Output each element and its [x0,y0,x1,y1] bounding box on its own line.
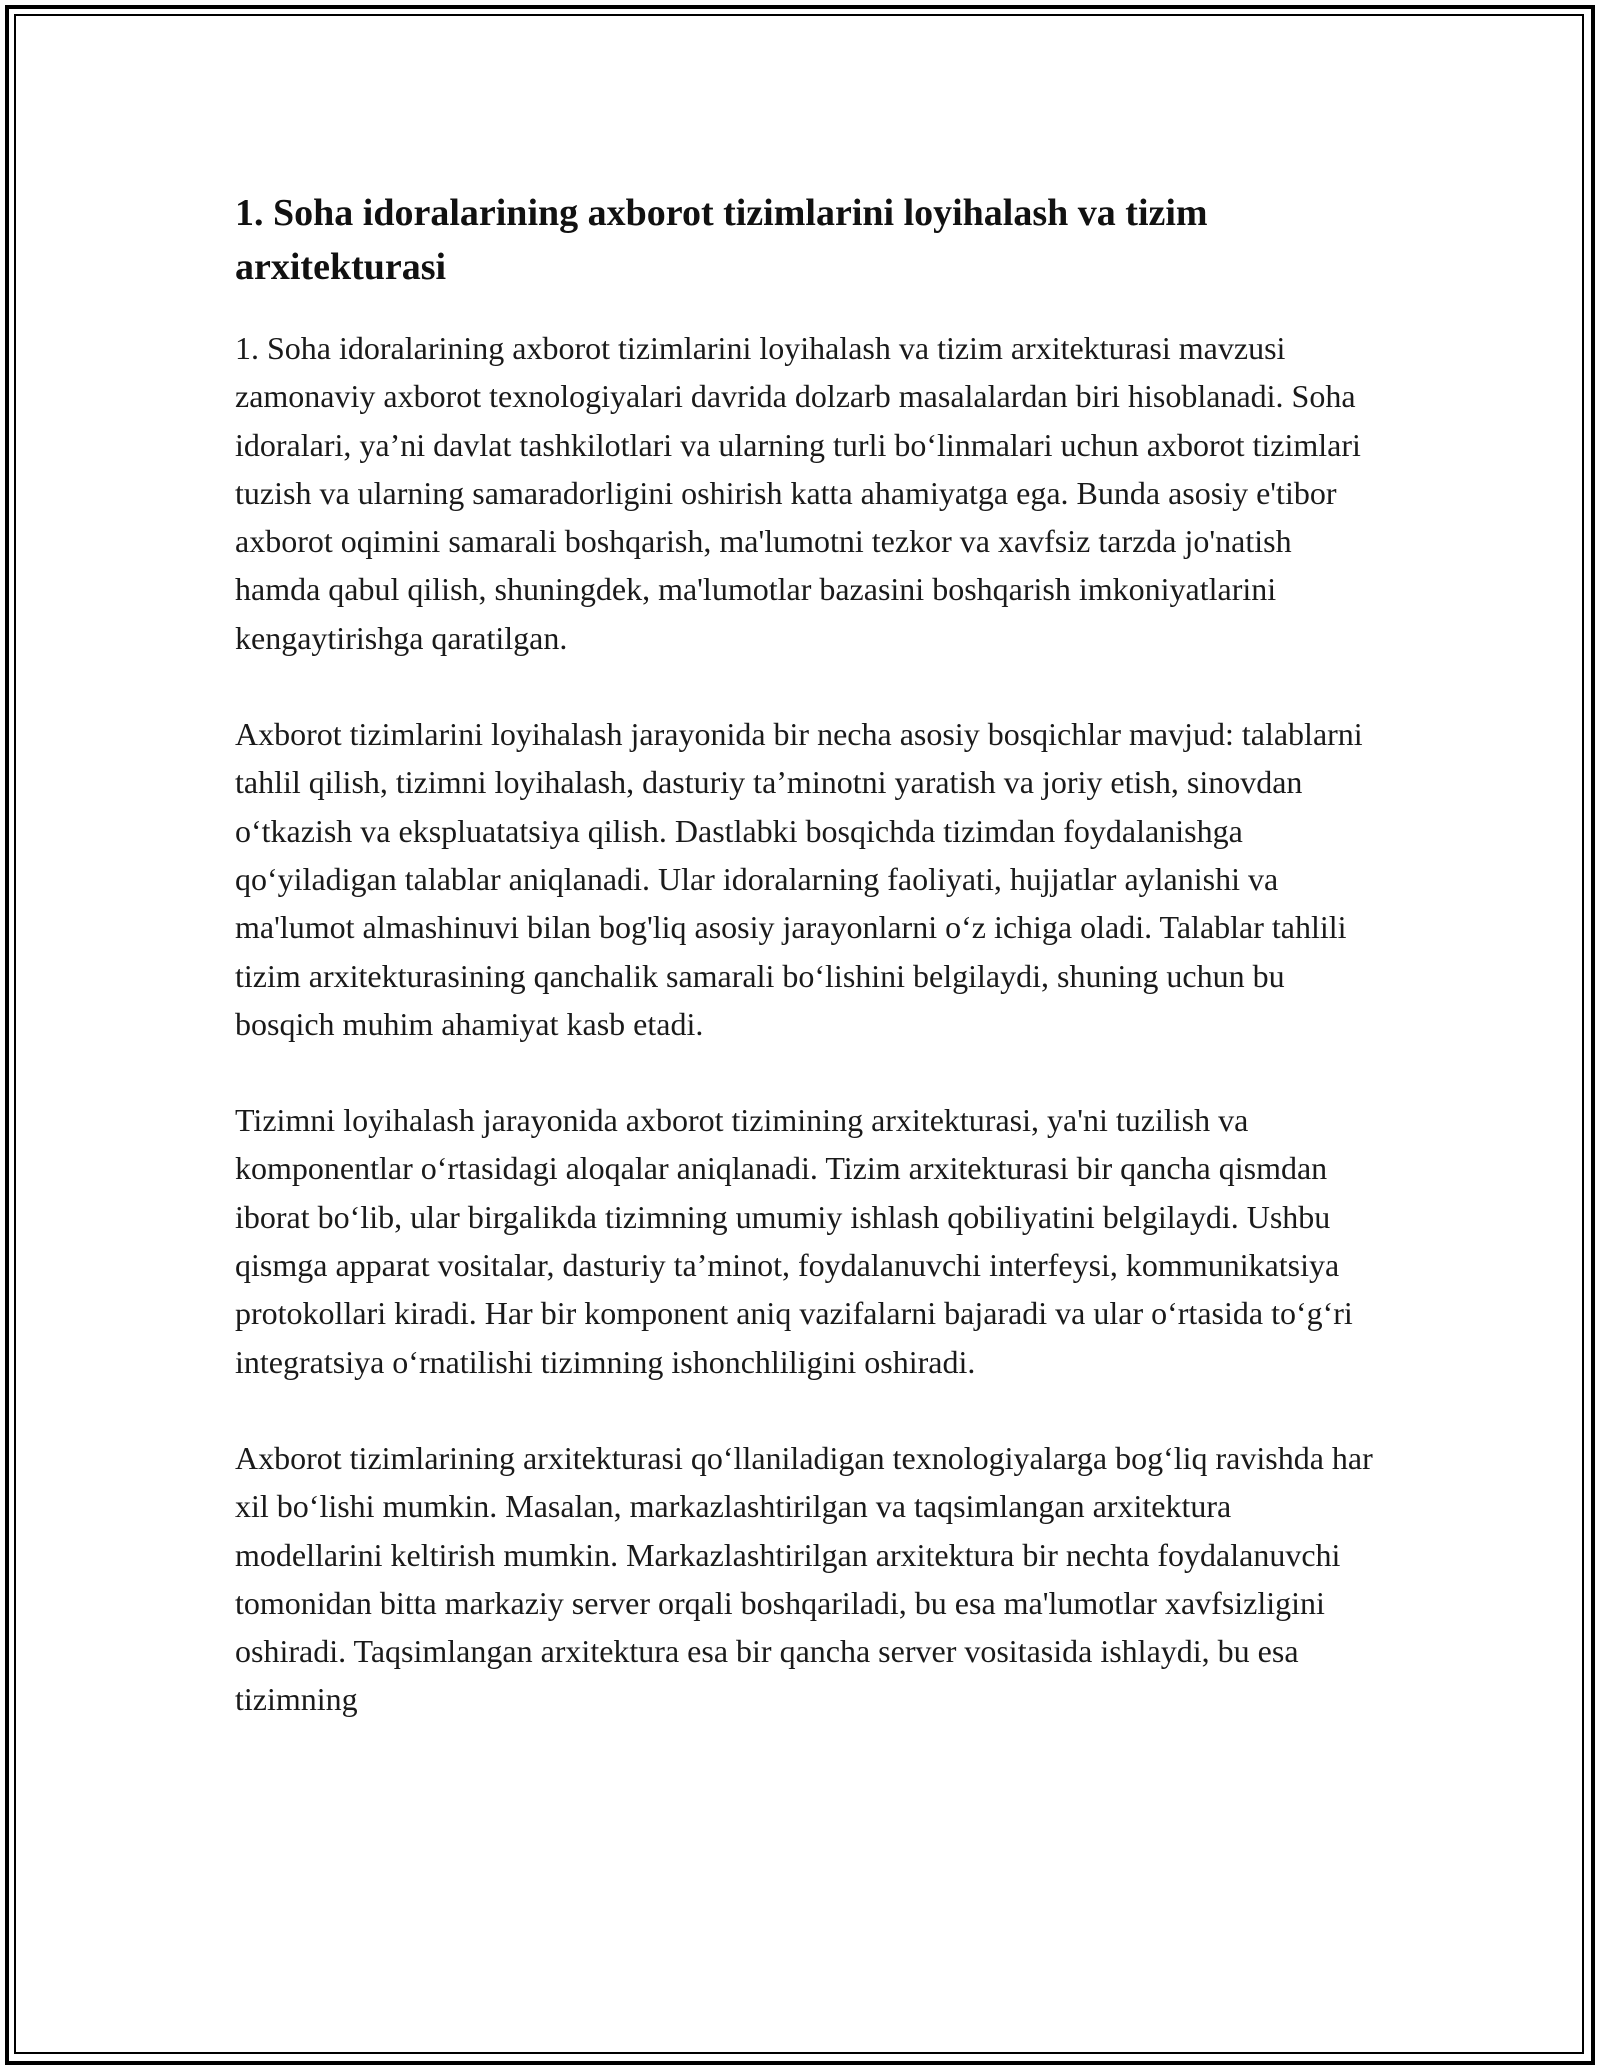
paragraph-3: Tizimni loyihalash jarayonida axborot tizimining arxitekturasi, ya'ni tuzilish va komponentlar o‘rtasidagi aloqalar aniqlanadi. Tizim arxitekturasi bir qancha qismdan iborat bo‘lib, ular birgalikda tizimning umumiy ishlash qobiliyatini belgilaydi. Ushbu qismga apparat vositalar, dasturiy ta’minot, foydalanuvchi interfeysi, kommunikatsiya protokollari kiradi. Har bir komponent aniq vazifalarni bajaradi va ular o‘rtasida to‘g‘ri integratsiya o‘rnatilishi tizimning ishonchliligini oshiradi. [235,1102,1353,1380]
paragraph-1: 1. Soha idoralarining axborot tizimlarini loyihalash va tizim arxitekturasi mavzusi zamonaviy axborot texnologiyalari davrida dolzarb masalalardan biri hisoblanadi. Soha idoralari, ya’ni davlat tashkilotlari va ularning turli bo‘linmalari uchun axborot tizimlari tuzish va ularning samaradorligini oshirish katta ahamiyatga ega. Bunda asosiy e'tibor axborot oqimini samarali boshqarish, ma'lumotni tezkor va xavfsiz tarzda jo'natish hamda qabul qilish, shuningdek, ma'lumotlar bazasini boshqarish imkoniyatlarini kengaytirishga qaratilgan. [235,330,1361,656]
document-heading: 1. Soha idoralarining axborot tizimlarini loyihalash va tizim arxitekturasi [235,192,1208,288]
document-body [235,186,1375,1772]
paragraph-2: Axborot tizimlarini loyihalash jarayonida bir necha asosiy bosqichlar mavjud: talablarni tahlil qilish, tizimni loyihalash, dasturiy ta’minotni yaratish va joriy etish, sinovdan o‘tkazish va ekspluatatsiya qilish. Dastlabki bosqichda tizimdan foydalanishga qo‘yiladigan talablar aniqlanadi. Ular idoralarning faoliyati, hujjatlar aylanishi va ma'lumot almashinuvi bilan bog'liq asosiy jarayonlarni o‘z ichiga oladi. Talablar tahlili tizim arxitekturasining qanchalik samarali bo‘lishini belgilaydi, shuning uchun bu bosqich muhim ahamiyat kasb etadi. [235,716,1363,1042]
paragraph-4: Axborot tizimlarining arxitekturasi qo‘llaniladigan texnologiyalarga bog‘liq ravishda har xil bo‘lishi mumkin. Masalan, markazlashtirilgan va taqsimlangan arxitektura modellarini keltirish mumkin. Markazlashtirilgan arxitektura bir nechta foydalanuvchi tomonidan bitta markaziy server orqali boshqariladi, bu esa ma'lumotlar xavfsizligini oshiradi. Taqsimlangan arxitektura esa bir qancha server vositasida ishlaydi, bu esa tizimning [235,1439,1373,1718]
